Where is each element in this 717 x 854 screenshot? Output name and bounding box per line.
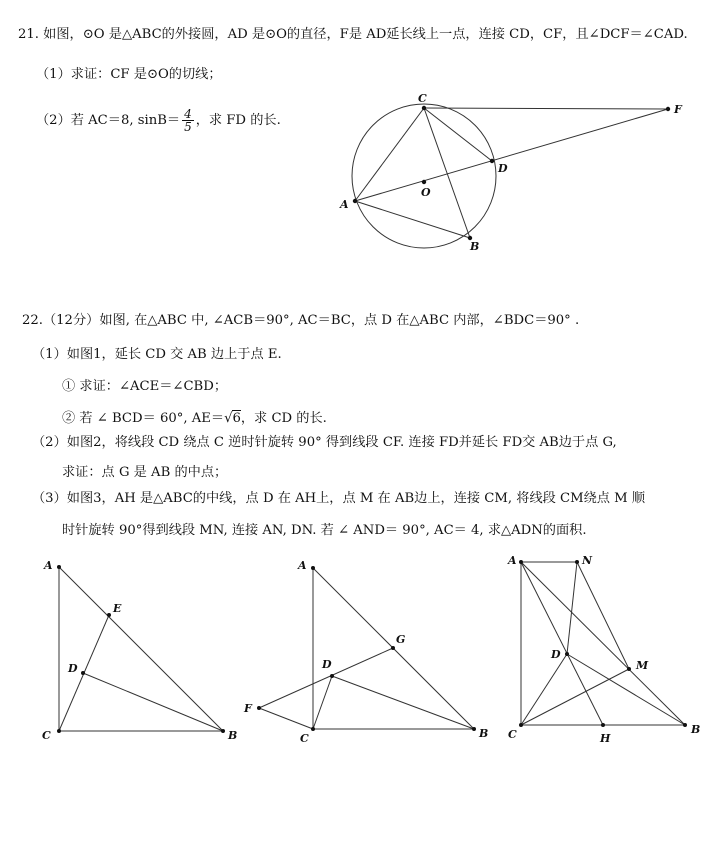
f1-label-c: C (42, 729, 51, 742)
q22-part1b-suffix: ，求 CD 的长. (240, 411, 327, 426)
segment-af (355, 109, 668, 201)
q21-point-c (422, 106, 426, 110)
segment-dn (567, 562, 577, 654)
q21-point-o (422, 180, 426, 184)
q21-figure (352, 104, 668, 248)
f3-label-m: M (636, 659, 649, 672)
f2-point-a (311, 566, 315, 570)
f2-point-c (311, 727, 315, 731)
f2-point-f (257, 706, 261, 710)
f2-label-c: C (300, 732, 309, 745)
segment-fg (259, 648, 393, 708)
f3-point-b (683, 723, 687, 727)
f2-point-g (391, 646, 395, 650)
f1-point-e (107, 613, 111, 617)
segment-cd (313, 676, 332, 729)
segment-ab (521, 562, 685, 725)
f3-label-c: C (508, 728, 517, 741)
f3-point-n (575, 560, 579, 564)
q21-stem: 21. 如图，⊙O 是△ABC的外接圆，AD 是⊙O的直径，F是 AD延长线上一点，连接 CD，CF，且∠DCF＝∠CAD. (18, 27, 688, 42)
q22-part1b-sqrt-value: 6 (232, 411, 241, 426)
f1-label-e: E (113, 602, 122, 615)
segment-cm (521, 669, 629, 725)
q22-part3: （3）如图3，AH 是△ABC的中线，点 D 在 AH上，点 M 在 AB边上，连接 CM, 将线段 CM绕点 M 顺 (32, 491, 646, 506)
q21-label-f: F (674, 103, 682, 116)
f3-label-n: N (582, 554, 593, 567)
sqrt-symbol: √ (224, 411, 233, 426)
f3-label-d: D (551, 648, 561, 661)
f2-label-f: F (244, 702, 252, 715)
f1-label-b: B (228, 729, 238, 742)
f1-point-b (221, 729, 225, 733)
f1-label-d: D (68, 662, 78, 675)
q22-figure2 (259, 568, 474, 729)
f1-point-d (81, 671, 85, 675)
q21-label-b: B (470, 240, 480, 253)
q21-label-a: A (340, 198, 349, 211)
f2-label-a: A (298, 559, 307, 572)
q22-part1a: ① 求证：∠ACE＝∠CBD； (62, 379, 228, 394)
f1-point-a (57, 565, 61, 569)
f3-point-d (565, 652, 569, 656)
q21-point-d (490, 159, 494, 163)
f3-point-m (627, 667, 631, 671)
f3-point-c (519, 723, 523, 727)
q21-label-o: O (421, 186, 431, 199)
q21-part2-prefix: （2）若 AC＝8, sinB＝ (36, 113, 181, 128)
f3-point-h (601, 723, 605, 727)
q22-part3b: 时针旋转 90°得到线段 MN, 连接 AN, DN. 若 ∠ AND＝ 90°, AC＝ 4, 求△ADN的面积. (62, 523, 587, 538)
segment-cb (424, 108, 470, 238)
q21-frac-num: 4 (184, 107, 192, 121)
q22-figure3 (521, 562, 685, 725)
f2-label-g: G (396, 633, 406, 646)
segment-ac (355, 108, 424, 201)
segment-cd (424, 108, 492, 161)
segment-nm (577, 562, 629, 669)
q21-part1: （1）求证：CF 是⊙O的切线； (36, 67, 222, 82)
segment-db (83, 673, 223, 731)
q22-part1: （1）如图1，延长 CD 交 AB 边上于点 E. (32, 347, 282, 362)
segment-ab (355, 201, 470, 238)
f3-label-h: H (600, 732, 611, 745)
f1-point-c (57, 729, 61, 733)
q22-stem: 22.（12分）如图, 在△ABC 中, ∠ACB＝90°, AC＝BC，点 D 在△ABC 内部，∠BDC＝90° . (22, 313, 580, 328)
q21-label-d: D (498, 162, 508, 175)
q21-point-f (666, 107, 670, 111)
segment-cd (521, 654, 567, 725)
q22-part2b: 求证：点 G 是 AB 的中点； (62, 465, 228, 480)
f2-label-d: D (322, 658, 332, 671)
f3-label-b: B (691, 723, 701, 736)
f3-point-a (519, 560, 523, 564)
f3-label-a: A (508, 554, 517, 567)
f1-label-a: A (44, 559, 53, 572)
q22-figure1 (59, 567, 223, 731)
f2-label-b: B (479, 727, 489, 740)
q21-part2-suffix: ，求 FD 的长. (195, 113, 281, 128)
q21-point-a (353, 199, 357, 203)
segment-ah (521, 562, 603, 725)
f2-point-d (330, 674, 334, 678)
q21-label-c: C (418, 92, 427, 105)
q22-part2: （2）如图2，将线段 CD 绕点 C 逆时针旋转 90° 得到线段 CF. 连接 FD并延长 FD交 AB边于点 G, (32, 435, 617, 450)
segment-ab (59, 567, 223, 731)
segment-cf (424, 108, 668, 109)
segment-fc (259, 708, 313, 729)
segment-db (332, 676, 474, 729)
f2-point-b (472, 727, 476, 731)
q22-part1b-prefix: ② 若 ∠ BCD＝ 60°, AE＝ (62, 411, 225, 426)
q21-frac-den: 5 (184, 120, 192, 134)
